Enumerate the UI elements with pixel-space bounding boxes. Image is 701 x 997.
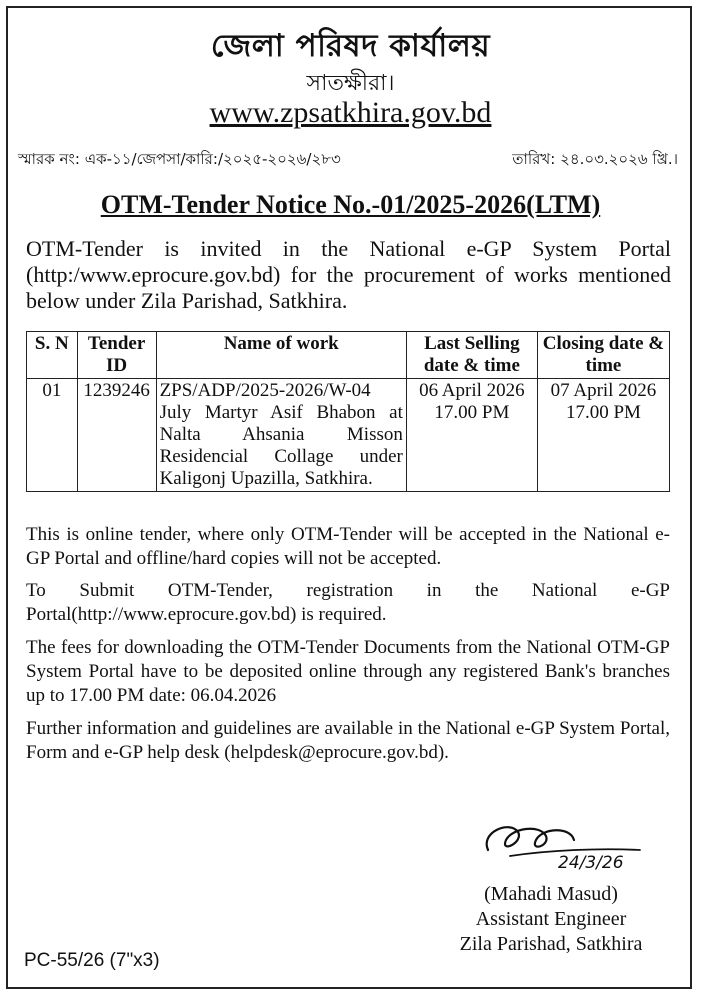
paragraph-registration: To Submit OTM-Tender, registration in the National e-GP Portal(http://www.eprocure.gov.bd) is required. [26,580,670,625]
tender-table [26,331,670,492]
cell-closing [537,379,669,492]
cell-selling [406,379,537,492]
signature-date: 24/3/26 [558,853,624,873]
paragraph-online-tender: This is online tender, where only OTM-Tender will be accepted in the National e-GP Portal and offline/hard copies will not be accepted. [26,524,670,569]
signature-mark [470,810,670,874]
cell-tender-id: 1239246 [77,379,156,492]
notice-intro: OTM-Tender is invited in the National e-GP System Portal (http:/www.eprocure.gov.bd) for the procurement of works mentioned below under Zila Parishad, Satkhira. [26,236,671,313]
office-name: জেলা পরিষদ কার্যালয় [210,28,491,64]
memo-line [18,148,682,173]
pc-code: PC-55/26 (7"x3) [24,950,160,971]
signer-office: Zila Parishad, Satkhira [459,933,643,955]
notice-title: OTM-Tender Notice No.-01/2025-2026(LTM) [100,190,601,219]
header-sn: S. N [27,332,78,379]
memo-date: তারিখ: ২৪.০৩.২০২৬ খ্রি.। [512,150,678,168]
signer-name: (Mahadi Masud) [484,883,618,905]
cell-work: ZPS/ADP/2025-2026/W-04 July Martyr Asif Bhabon at Nalta Ahsania Misson Residencial Collage under Kaligonj Upazilla, Satkhira. [156,379,406,492]
closing-date: 07 April 2026 [550,380,657,401]
selling-date: 06 April 2026 [419,380,525,401]
district-name: সাতক্ষীরা। [306,71,395,96]
header-tender-id: Tender ID [77,332,156,379]
selling-time: 17.00 PM [434,402,510,423]
table-row [27,379,670,492]
closing-time: 17.00 PM [565,402,641,423]
memo-number: স্মারক নং: এক-১১/জেপসা/কারি:/২০২৫-২০২৬/২৮৩ [18,150,341,168]
website-link[interactable]: www.zpsatkhira.gov.bd [209,96,492,129]
paragraph-fees: The fees for downloading the OTM-Tender Documents from the National OTM-GP System Portal have to be deposited online through any registered Bank's branches up to 17.00 PM date: 06.04.2026 [26,637,670,706]
cell-sn: 01 [27,379,78,492]
paragraph-further-info: Further information and guidelines are available in the National e-GP System Portal, Form and e-GP help desk (helpdesk@eprocure.gov.bd). [26,718,670,763]
signer-designation: Assistant Engineer [475,908,627,930]
header-selling: Last Selling date & time [406,332,537,379]
header-work: Name of work [156,332,406,379]
header-closing: Closing date & time [537,332,669,379]
signer-block [420,882,682,957]
table-header-row [27,332,670,379]
